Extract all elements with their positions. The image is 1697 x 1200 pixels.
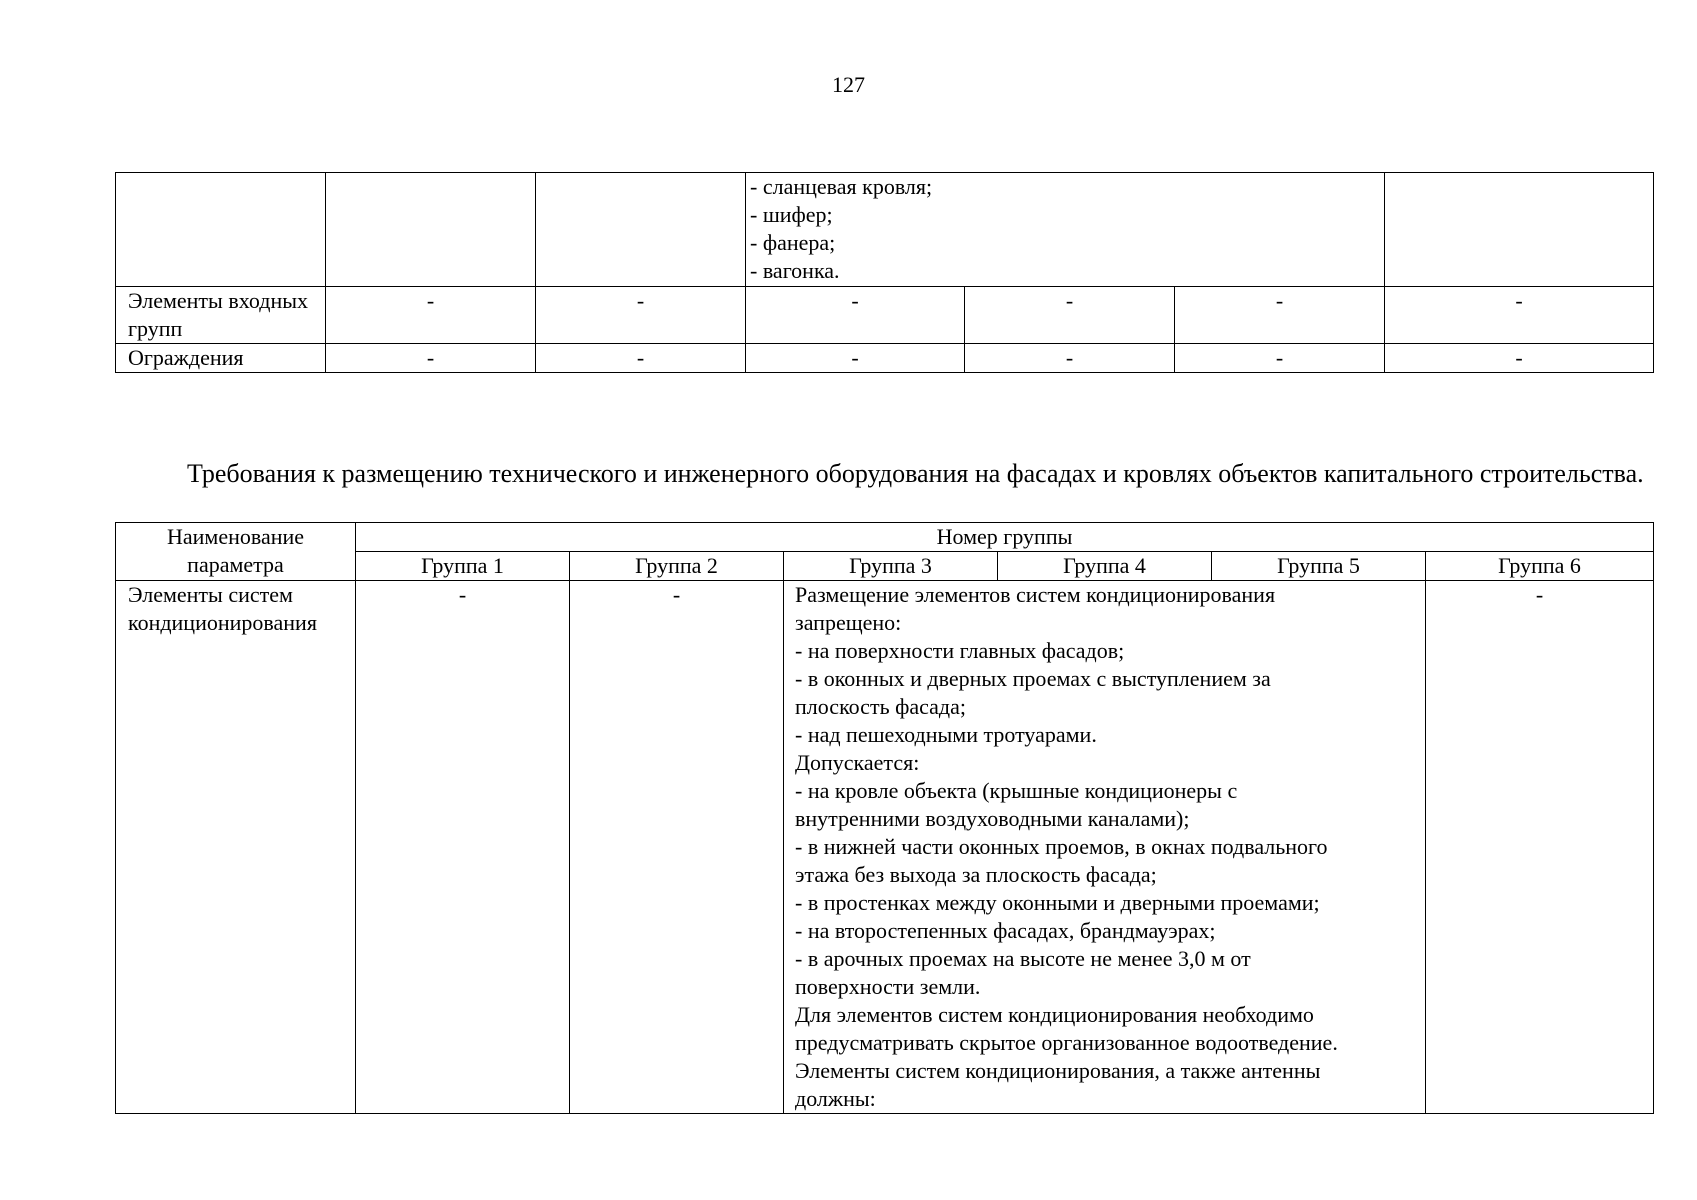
table-cell: - bbox=[1175, 344, 1385, 373]
text-line: плоскость фасада; bbox=[795, 694, 966, 719]
text-line: внутренними воздуховодными каналами); bbox=[795, 806, 1190, 831]
list-item: - шифер; bbox=[750, 202, 833, 227]
text-line: запрещено: bbox=[795, 610, 902, 635]
table-cell bbox=[116, 173, 326, 287]
table-cell: - bbox=[326, 344, 536, 373]
page-number: 127 bbox=[832, 72, 865, 97]
group-4-header: Группа 4 bbox=[998, 552, 1212, 581]
list-item: - вагонка. bbox=[750, 258, 840, 283]
table-row bbox=[116, 173, 1654, 287]
table-cell: - bbox=[536, 287, 746, 344]
text-line: Для элементов систем кондиционирования необходимо bbox=[795, 1002, 1314, 1027]
row-name-entrance-groups: Элементы входных групп bbox=[116, 287, 326, 344]
table-row bbox=[116, 581, 1654, 1114]
text-line: Допускается: bbox=[795, 750, 920, 775]
row-name-air-conditioning: Элементы систем кондиционирования bbox=[116, 581, 356, 1114]
text-line: предусматривать скрытое организованное водоотведение. bbox=[795, 1030, 1338, 1055]
group-2-header: Группа 2 bbox=[570, 552, 784, 581]
group-number-header: Номер группы bbox=[356, 523, 1654, 552]
table-cell bbox=[1385, 173, 1654, 287]
text-line: этажа без выхода за плоскость фасада; bbox=[795, 862, 1157, 887]
group-5-header: Группа 5 bbox=[1212, 552, 1426, 581]
table-cell: - bbox=[570, 581, 784, 1114]
requirements-text-cell bbox=[784, 581, 1426, 1114]
header-row bbox=[116, 523, 1654, 552]
list-item: - фанера; bbox=[750, 230, 836, 255]
table-cell: - bbox=[965, 344, 1175, 373]
table-cell: - bbox=[965, 287, 1175, 344]
text-line: - в оконных и дверных проемах с выступлением за bbox=[795, 666, 1271, 691]
table-cell bbox=[536, 173, 746, 287]
text-line: Размещение элементов систем кондиционирования bbox=[795, 582, 1276, 607]
text-line: Элементы систем кондиционирования, а также антенны bbox=[795, 1058, 1321, 1083]
text-line: - в арочных проемах на высоте не менее 3,0 м от bbox=[795, 946, 1251, 971]
group-6-header: Группа 6 bbox=[1426, 552, 1654, 581]
text-line: - на второстепенных фасадах, брандмауэрах; bbox=[795, 918, 1216, 943]
text-line: - в простенках между оконными и дверными проемами; bbox=[795, 890, 1320, 915]
table-cell: - bbox=[536, 344, 746, 373]
table-row bbox=[116, 287, 1654, 344]
text-line: - на кровле объекта (крышные кондиционеры с bbox=[795, 778, 1238, 803]
text-line: должны: bbox=[795, 1086, 876, 1111]
materials-list-cell bbox=[746, 173, 1385, 287]
text-line: - над пешеходными тротуарами. bbox=[795, 722, 1097, 747]
facade-materials-table bbox=[115, 172, 1654, 373]
param-name-header: Наименование параметра bbox=[116, 523, 356, 581]
text-line: - на поверхности главных фасадов; bbox=[795, 638, 1125, 663]
list-item: - сланцевая кровля; bbox=[750, 174, 933, 199]
text-line: - в нижней части оконных проемов, в окнах подвального bbox=[795, 834, 1328, 859]
table-cell: - bbox=[356, 581, 570, 1114]
table-cell bbox=[326, 173, 536, 287]
equipment-requirements-table bbox=[115, 522, 1654, 1114]
table-cell: - bbox=[1385, 344, 1654, 373]
section-caption: Требования к размещению технического и инженерного оборудования на фасадах и кровлях объектов капитального строительства. bbox=[187, 459, 1644, 488]
table-cell: - bbox=[746, 344, 965, 373]
table-cell: - bbox=[1426, 581, 1654, 1114]
group-3-header: Группа 3 bbox=[784, 552, 998, 581]
text-line: поверхности земли. bbox=[795, 974, 981, 999]
table-row bbox=[116, 344, 1654, 373]
group-1-header: Группа 1 bbox=[356, 552, 570, 581]
table-cell: - bbox=[746, 287, 965, 344]
table-cell: - bbox=[326, 287, 536, 344]
table-cell: - bbox=[1385, 287, 1654, 344]
row-name-fences: Ограждения bbox=[116, 344, 326, 373]
table-cell: - bbox=[1175, 287, 1385, 344]
